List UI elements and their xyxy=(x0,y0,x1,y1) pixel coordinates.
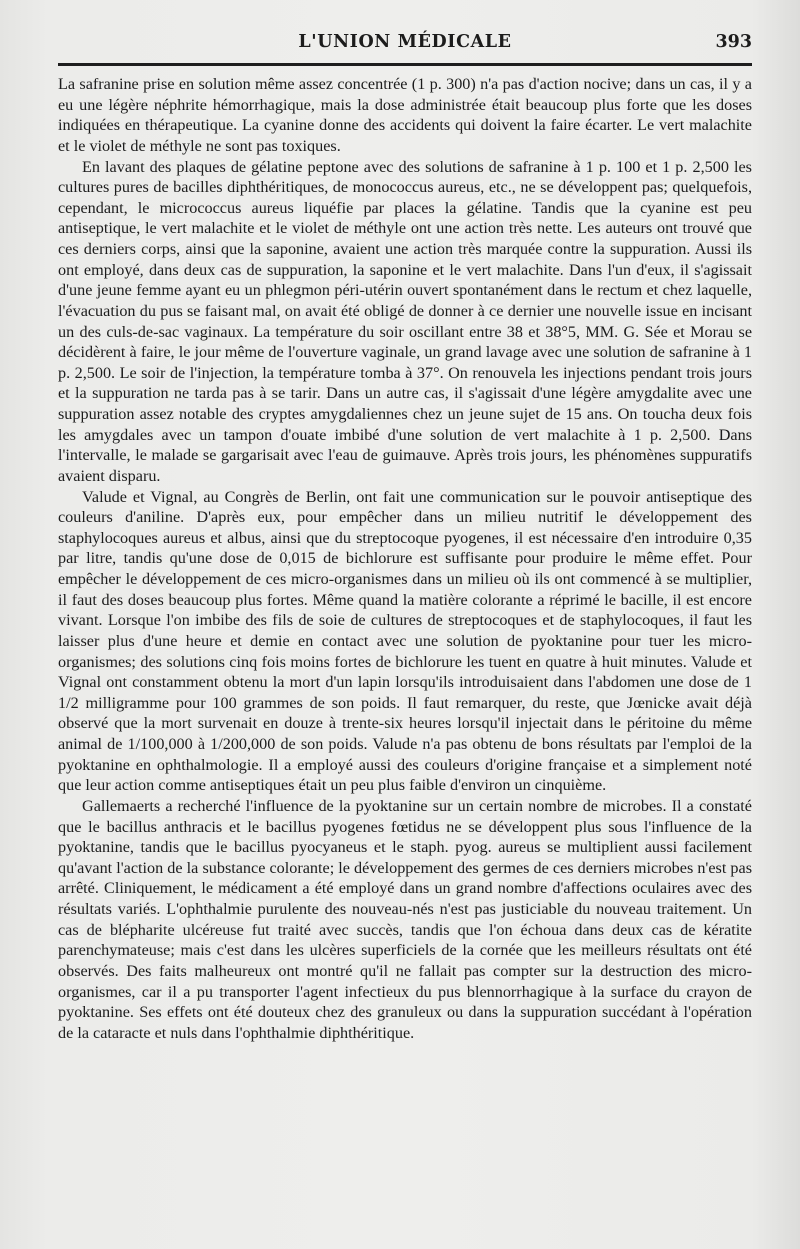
paragraph-safranine-toxicity: La safranine prise en solution même assez concentrée (1 p. 300) n'a pas d'action nocive; dans un cas, il y a eu une légère néphrite hémorrhagique, mais la dose administrée était beaucoup plus forte que les doses indiquées en thérapeutique. La cyanine donne des accidents qui doivent la faire écarter. Le vert malachite et le violet de méthyle ne sont pas toxiques. xyxy=(58,75,752,155)
paragraph-gallemaerts: Gallemaerts a recherché l'influence de la pyoktanine sur un certain nombre de microbes. Il a constaté que le bacillus anthracis et le bacillus pyogenes fœtidus ne se développent plus sous l'influence de la pyoktanine, tandis que le bacillus pyocyaneus et le staph. pyog. aureus se multiplient aussi facilement qu'avant l'action de la substance colorante; le développement des germes de ces derniers microbes n'est pas arrêté. Cliniquement, le médicament a été employé dans un grand nombre d'affections oculaires avec des résultats variés. L'ophthalmie purulente des nouveau-nés n'est pas justiciable du nouveau traitement. Un cas de blépharite ulcéreuse fut traité avec succès, tandis que l'on échoua dans deux cas de kératite parenchymateuse; mais c'est dans les ulcères superficiels de la cornée que les meilleurs résultats ont été observés. Des faits malheureux ont montré qu'il ne fallait pas compter sur la destruction des micro-organismes, car il a pu transporter l'agent infectieux du pus blennorrhagique à la surface du crayon de pyoktanine. Ses effets ont été douteux chez des granuleux ou dans la suppuration succédant à l'opération de la cataracte et nuls dans l'ophthalmie diphthéritique. xyxy=(58,796,752,1042)
paragraph-gelatine-experiments: En lavant des plaques de gélatine peptone avec des solutions de safranine à 1 p. 100 et 1 p. 2,500 les cultures pures de bacilles diphthéritiques, de monococcus aureus, etc., ne se développent pas; quelquefois, cependant, le micrococcus aureus liquéfie par places la gélatine. Tandis que la cyanine est peu antiseptique, le vert malachite et le violet de méthyle ont une action très nette. Les auteurs ont trouvé que ces derniers corps, ainsi que la saponine, avaient une action très marquée contre la suppuration. Aussi ils ont employé, dans deux cas de suppuration, la saponine et le vert malachite. Dans l'un d'eux, il s'agissait d'une jeune femme ayant eu un phlegmon péri-utérin ouvert spontanément dans le rectum et chez laquelle, l'évacuation du pus se faisant mal, on avait été obligé de donner à ce dernier une nouvelle issue en incisant un des culs-de-sac vaginaux. La température du soir oscillant entre 38 et 38°5, MM. G. Sée et Morau se décidèrent à faire, le jour même de l'ouverture vaginale, un grand lavage avec une solution de safranine à 1 p. 2,500. Le soir de l'injection, la température tomba à 37°. On renouvela les injections pendant trois jours et la suppuration ne tarda pas à se tarir. Dans un autre cas, il s'agissait d'une légère amygdalite avec une suppuration assez notable des cryptes amygdaliennes chez un jeune sujet de 15 ans. On toucha deux fois les amygdales avec un tampon d'ouate imbibé d'une solution de vert malachite à 1 p. 2,500. Dans l'intervalle, le malade se gargarisait avec l'eau de guimauve. Après trois jours, les phénomènes suppuratifs avaient disparu. xyxy=(58,157,752,485)
page-header xyxy=(58,30,752,64)
paragraph-valude-vignal: Valude et Vignal, au Congrès de Berlin, ont fait une communication sur le pouvoir antiseptique des couleurs d'aniline. D'après eux, pour empêcher dans un milieu nutritif le développement des staphylocoques aureus et albus, ainsi que du streptocoque pyogenes, il est nécessaire d'en introduire 0,35 par litre, tandis qu'une dose de 0,015 de bichlorure est suffisante pour produire le même effet. Pour empêcher le développement de ces micro-organismes dans un milieu où ils ont commencé à se multiplier, il faut des doses beaucoup plus fortes. Même quand la matière colorante a réprimé le bacille, il est encore vivant. Lorsque l'on imbibe des fils de soie de cultures de streptocoques et de staphylocoques, il faut les laisser plus d'une heure et demie en contact avec une solution de pyoktanine pour tuer les micro-organismes; des solutions cinq fois moins fortes de bichlorure les tuent en quatre à huit minutes. Valude et Vignal ont constamment obtenu la mort d'un lapin lorsqu'ils introduisaient dans l'abdomen une dose de 1 1/2 milligramme pour 100 grammes de son poids. Il faut remarquer, du reste, que Jœnicke avait déjà observé que la mort survenait en douze à trente-six heures lorsqu'il injectait dans le péritoine du même animal de 1/100,000 à 1/200,000 de son poids. Valude n'a pas obtenu de bons résultats par l'emploi de la pyoktanine en ophthalmologie. Il a employé aussi des couleurs d'origine française et a simplement noté que leur action comme antiseptiques était un peu plus faible d'environ un cinquième. xyxy=(58,487,752,795)
article-body xyxy=(58,74,752,1043)
page-number: 393 xyxy=(715,32,752,52)
running-title: L'UNION MÉDICALE xyxy=(298,32,512,52)
header-rule xyxy=(58,63,752,66)
